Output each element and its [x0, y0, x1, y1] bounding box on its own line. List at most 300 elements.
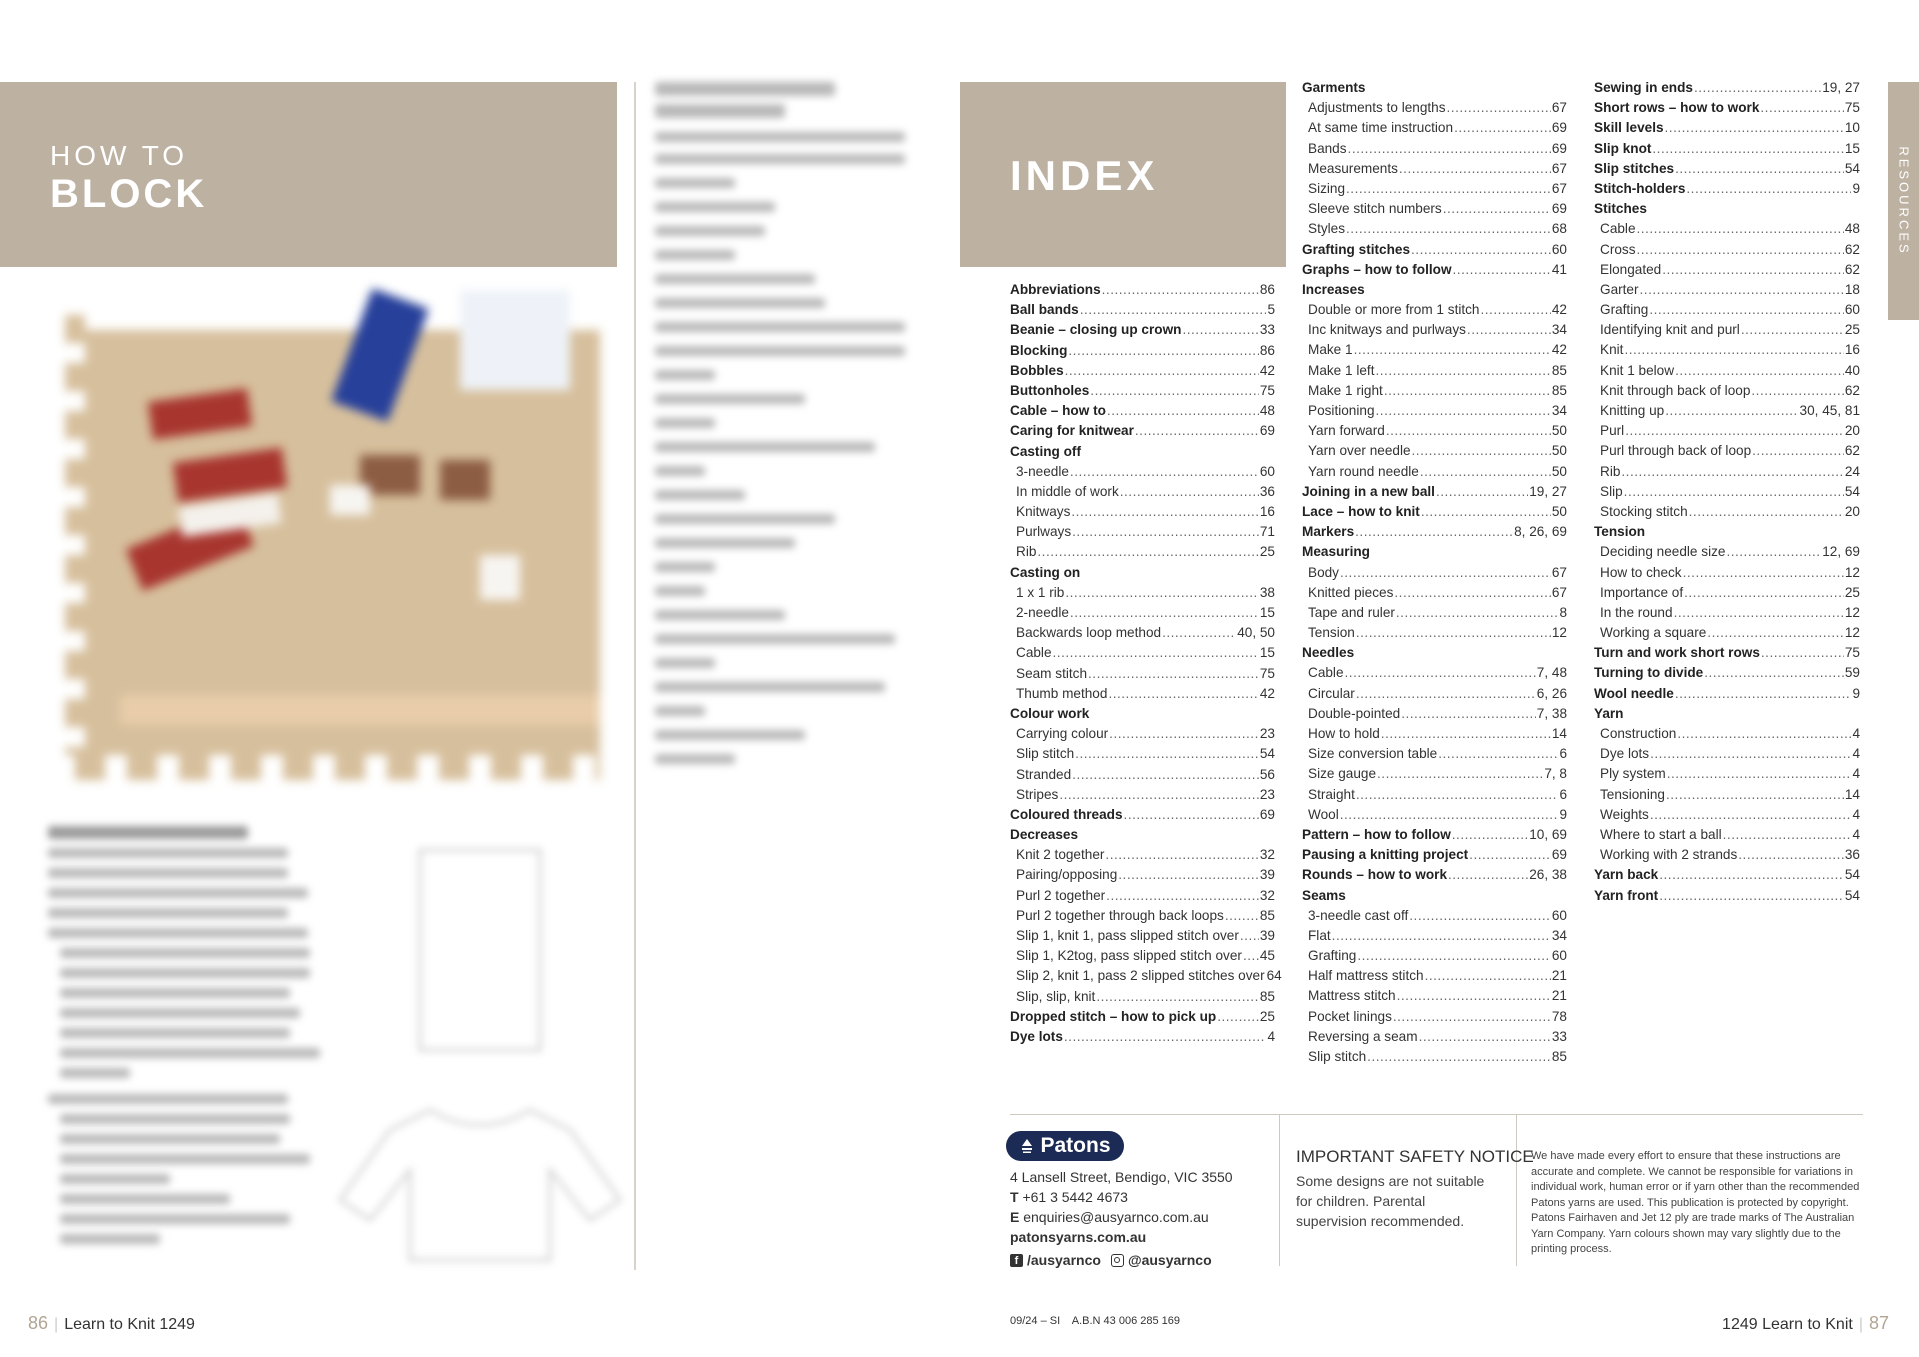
index-entry: [1010, 522, 1275, 542]
index-entry: [1010, 300, 1275, 320]
index-entry: [1594, 663, 1860, 683]
dot-leader: [1381, 724, 1551, 744]
index-term: Tensioning: [1600, 786, 1665, 802]
index-page-ref: 69: [1551, 847, 1567, 863]
index-entry: [1010, 704, 1275, 724]
index-entry: [1302, 886, 1567, 906]
index-entry: [1594, 300, 1860, 320]
index-page-ref: 21: [1551, 988, 1567, 1004]
index-entry: [1594, 199, 1860, 219]
index-page-ref: 12, 69: [1822, 544, 1860, 560]
index-entry: [1302, 462, 1567, 482]
dot-leader: [1425, 966, 1551, 986]
index-term: Lace – how to knit: [1302, 503, 1420, 519]
index-entry: [1302, 280, 1567, 300]
dot-leader: [1393, 1007, 1551, 1027]
index-entry: [1594, 78, 1860, 98]
index-page-ref: 86: [1259, 282, 1275, 297]
dot-leader: [1652, 139, 1843, 159]
index-term: Yarn back: [1594, 867, 1659, 883]
left-page-number: 86: [28, 1313, 49, 1333]
index-page-ref: 64: [1266, 968, 1282, 984]
index-entry: [1594, 441, 1860, 461]
index-page-ref: 40, 50: [1237, 625, 1275, 641]
index-page-ref: 36: [1259, 483, 1275, 499]
index-entry: [1010, 421, 1275, 441]
index-page-ref: 50: [1551, 423, 1567, 439]
index-term: Blocking: [1010, 342, 1068, 358]
index-page-ref: 16: [1844, 342, 1860, 358]
index-page-ref: 8: [1559, 604, 1567, 620]
index-entry: [1302, 643, 1567, 663]
index-page-ref: 60: [1259, 463, 1275, 479]
dot-leader: [1355, 522, 1513, 542]
index-entry: [1594, 583, 1860, 603]
index-entry: [1302, 340, 1567, 360]
dot-leader: [1667, 764, 1852, 784]
index-page-ref: 62: [1844, 382, 1860, 398]
index-entry: [1302, 986, 1567, 1006]
index-entry: [1302, 78, 1567, 98]
dot-leader: [1704, 663, 1844, 683]
index-entry: [1010, 442, 1275, 462]
email-link[interactable]: enquiries@ausyarnco.com.au: [1023, 1209, 1209, 1225]
index-entry: [1302, 764, 1567, 784]
index-page-ref: 42: [1551, 342, 1567, 358]
dot-leader: [1624, 482, 1844, 502]
index-entry: [1010, 684, 1275, 704]
dot-leader: [1399, 159, 1551, 179]
index-term: Carrying colour: [1016, 726, 1109, 742]
index-page-ref: 69: [1551, 201, 1567, 217]
index-page-ref: 4: [1852, 726, 1860, 741]
index-page-ref: 68: [1551, 221, 1567, 237]
index-entry: [1594, 704, 1860, 724]
index-page-ref: 15: [1844, 140, 1860, 156]
index-page-ref: 54: [1844, 867, 1860, 883]
index-term: In middle of work: [1016, 483, 1119, 499]
index-entry: [1594, 684, 1860, 704]
dot-leader: [1650, 805, 1852, 825]
index-entry: [1594, 744, 1860, 764]
index-term: 3-needle: [1016, 463, 1069, 479]
index-entry: [1594, 785, 1860, 805]
index-term: Slip 1, K2tog, pass slipped stitch over: [1016, 948, 1242, 964]
dot-leader: [1075, 744, 1259, 764]
right-page-footer: 1249 Learn to Knit | 87: [1722, 1313, 1889, 1333]
index-entry: [1302, 199, 1567, 219]
dot-leader: [1243, 946, 1259, 966]
index-page-ref: 54: [1259, 746, 1275, 762]
index-column-1: [1010, 280, 1282, 1047]
index-term: Measuring: [1302, 544, 1370, 560]
index-page-ref: 10: [1844, 120, 1860, 136]
print-code: 09/24 – SI A.B.N 43 006 285 169: [1010, 1315, 1181, 1327]
index-entry: [1010, 623, 1275, 643]
index-term: Purl through back of loop: [1600, 443, 1752, 459]
index-entry: [1594, 764, 1860, 784]
resources-tab-label: RESOURCES: [1896, 146, 1911, 256]
index-entry: [1302, 240, 1567, 260]
dot-leader: [1070, 462, 1259, 482]
index-page-ref: 23: [1259, 726, 1275, 742]
index-page-ref: 14: [1844, 786, 1860, 802]
index-term: Flat: [1308, 927, 1331, 943]
column-divider: [634, 82, 636, 1270]
index-term: How to hold: [1308, 726, 1380, 741]
index-term: Bobbles: [1010, 362, 1064, 378]
dot-leader: [1662, 260, 1844, 280]
phone-number: +61 3 5442 4673: [1022, 1189, 1128, 1205]
index-page-ref: 4: [1267, 1028, 1275, 1044]
dot-leader: [1217, 1007, 1259, 1027]
dot-leader: [1397, 986, 1551, 1006]
index-term: Elongated: [1600, 261, 1662, 277]
patons-logo: [1006, 1131, 1124, 1161]
index-term: Cable: [1016, 645, 1052, 661]
index-entry: [1010, 785, 1275, 805]
index-term: Skill levels: [1594, 120, 1664, 136]
index-page-ref: 67: [1551, 160, 1567, 176]
index-entry: [1302, 98, 1567, 118]
index-term: Slip 1, knit 1, pass slipped stitch over: [1016, 928, 1239, 943]
dot-leader: [1225, 906, 1259, 926]
dot-leader: [1752, 441, 1844, 461]
patons-logo-text: Patons: [1040, 1134, 1111, 1157]
index-entry: [1594, 320, 1860, 340]
index-title: INDEX: [1010, 152, 1159, 199]
index-term: Purl 2 together through back loops: [1016, 907, 1224, 923]
dot-leader: [1354, 340, 1551, 360]
index-term: Measurements: [1308, 160, 1398, 176]
index-page-ref: 6: [1559, 746, 1567, 762]
index-term: Inc knitways and purlways: [1308, 322, 1466, 338]
right-page-number: 87: [1868, 1313, 1889, 1333]
index-entry: [1010, 381, 1275, 401]
index-page-ref: 6: [1559, 786, 1567, 802]
index-page-ref: 25: [1844, 584, 1860, 600]
dot-leader: [1624, 340, 1843, 360]
dot-leader: [1420, 462, 1551, 482]
index-entry: [1302, 966, 1567, 986]
index-term: Positioning: [1308, 403, 1375, 418]
dot-leader: [1640, 280, 1844, 300]
index-term: Purl: [1600, 423, 1625, 439]
dot-leader: [1072, 765, 1259, 785]
index-entry: [1010, 946, 1275, 966]
index-entry: [1010, 482, 1275, 502]
index-entry: [1594, 502, 1860, 522]
index-entry: [1594, 361, 1860, 381]
index-entry: [1594, 563, 1860, 583]
index-term: Double or more from 1 stitch: [1308, 302, 1480, 318]
index-term: Half mattress stitch: [1308, 968, 1424, 984]
index-entry: [1010, 603, 1275, 623]
index-term: Cross: [1600, 241, 1636, 257]
index-term: Stocking stitch: [1600, 503, 1688, 519]
dot-leader: [1453, 260, 1551, 280]
dot-leader: [1761, 643, 1844, 663]
dot-leader: [1345, 663, 1536, 683]
index-page-ref: 9: [1852, 685, 1860, 701]
index-entry: [1302, 563, 1567, 583]
index-term: Make 1 right: [1308, 382, 1383, 398]
dot-leader: [1356, 623, 1551, 643]
index-entry: [1594, 240, 1860, 260]
index-page-ref: 69: [1551, 120, 1567, 136]
index-page-ref: 25: [1844, 322, 1860, 338]
index-entry: [1010, 987, 1275, 1007]
index-term: How to check: [1600, 564, 1682, 580]
index-term: Bands: [1308, 140, 1347, 156]
dot-leader: [1071, 502, 1258, 522]
index-term: Decreases: [1010, 827, 1079, 843]
index-page-ref: 42: [1259, 685, 1275, 701]
dot-leader: [1665, 118, 1844, 138]
index-term: Yarn round needle: [1308, 463, 1419, 479]
dot-leader: [1436, 482, 1528, 502]
index-term: Sewing in ends: [1594, 80, 1693, 95]
index-page-ref: 69: [1259, 806, 1275, 822]
dot-leader: [1348, 139, 1551, 159]
index-page-ref: 56: [1259, 766, 1275, 782]
index-page-ref: 67: [1551, 584, 1567, 600]
index-page-ref: 42: [1551, 302, 1567, 318]
index-entry: [1302, 381, 1567, 401]
index-entry: [1594, 845, 1860, 865]
index-term: Knit through back of loop: [1600, 382, 1751, 398]
index-page-ref: 85: [1551, 1049, 1567, 1064]
index-term: Slip, slip, knit: [1016, 988, 1096, 1004]
footer-divider: [1010, 1114, 1863, 1115]
dot-leader: [1675, 684, 1852, 704]
index-entry: [1302, 401, 1567, 421]
index-page-ref: 5: [1267, 302, 1275, 318]
index-term: Thumb method: [1016, 685, 1108, 701]
dot-leader: [1741, 320, 1844, 340]
index-entry: [1010, 886, 1275, 906]
index-banner: [960, 82, 1286, 267]
index-term: Make 1 left: [1308, 362, 1375, 378]
index-page-ref: 75: [1844, 100, 1860, 116]
index-page-ref: 39: [1259, 928, 1275, 943]
index-page-ref: 67: [1551, 100, 1567, 116]
dot-leader: [1182, 320, 1258, 340]
index-entry: [1302, 118, 1567, 138]
index-entry: [1594, 542, 1860, 562]
dot-leader: [1065, 583, 1259, 603]
dot-leader: [1162, 623, 1236, 643]
facebook-handle[interactable]: /ausyarnco: [1027, 1252, 1101, 1268]
how-to-block-banner: [0, 82, 617, 267]
index-page-ref: 14: [1551, 726, 1567, 741]
index-page-ref: 19, 27: [1822, 80, 1860, 95]
index-entry: [1594, 98, 1860, 118]
index-page-ref: 62: [1844, 261, 1860, 277]
index-term: Dye lots: [1010, 1028, 1063, 1044]
safety-notice-text: Some designs are not suitable for children. Parental supervision recommended.: [1296, 1173, 1485, 1229]
index-term: Yarn: [1594, 705, 1624, 721]
index-entry: [1302, 1007, 1567, 1027]
dot-leader: [1447, 98, 1551, 118]
index-term: Slip 2, knit 1, pass 2 slipped stitches over: [1016, 968, 1265, 984]
index-entry: [1302, 724, 1567, 744]
instagram-handle[interactable]: @ausyarnco: [1127, 1252, 1212, 1268]
index-term: Slip stitches: [1594, 160, 1675, 176]
index-page-ref: 7, 38: [1536, 705, 1567, 721]
index-page-ref: 18: [1844, 281, 1860, 297]
dot-leader: [1340, 563, 1551, 583]
index-term: Slip stitch: [1016, 746, 1075, 762]
index-term: Knit: [1600, 342, 1624, 358]
email-label: E: [1010, 1209, 1020, 1225]
index-term: Weights: [1600, 806, 1649, 822]
dot-leader: [1469, 845, 1551, 865]
index-term: Yarn forward: [1308, 423, 1385, 439]
dot-leader: [1443, 199, 1551, 219]
index-entry: [1302, 159, 1567, 179]
index-page-ref: 8, 26, 69: [1514, 524, 1567, 540]
index-page-ref: 24: [1844, 463, 1860, 479]
index-entry: [1302, 300, 1567, 320]
index-entry: [1302, 522, 1567, 542]
index-page-ref: 15: [1259, 605, 1275, 620]
dot-leader: [1454, 118, 1551, 138]
index-entry: [1594, 865, 1860, 885]
index-term: Knit 1 below: [1600, 362, 1675, 378]
index-page-ref: 20: [1844, 503, 1860, 519]
index-page-ref: 25: [1259, 1008, 1275, 1024]
dot-leader: [1080, 300, 1267, 320]
dot-leader: [1124, 805, 1259, 825]
index-term: Wool: [1308, 806, 1339, 822]
index-term: Garter: [1600, 281, 1639, 297]
index-term: Stranded: [1016, 766, 1072, 782]
index-entry: [1010, 865, 1275, 885]
index-page-ref: 42: [1259, 362, 1275, 378]
index-term: Rounds – how to work: [1302, 867, 1447, 883]
dot-leader: [1675, 159, 1844, 179]
index-entry: [1302, 441, 1567, 461]
dot-leader: [1621, 462, 1843, 482]
index-entry: [1010, 744, 1275, 764]
dot-leader: [1689, 502, 1844, 522]
index-page-ref: 7, 8: [1544, 766, 1567, 782]
dot-leader: [1401, 704, 1536, 724]
index-page-ref: 9: [1559, 806, 1567, 822]
dot-leader: [1037, 542, 1258, 562]
index-term: Beanie – closing up crown: [1010, 322, 1182, 338]
index-term: Circular: [1308, 685, 1355, 701]
dot-leader: [1340, 805, 1559, 825]
right-book-title: 1249 Learn to Knit: [1722, 1316, 1853, 1333]
index-term: 2-needle: [1016, 605, 1069, 620]
index-entry: [1010, 563, 1275, 583]
dot-leader: [1064, 1027, 1267, 1047]
index-term: Adjustments to lengths: [1308, 100, 1446, 116]
index-entry: [1594, 462, 1860, 482]
index-page-ref: 85: [1551, 382, 1567, 398]
dot-leader: [1088, 664, 1259, 684]
index-term: Grafting: [1600, 302, 1649, 318]
index-entry: [1010, 361, 1275, 381]
index-term: Ply system: [1600, 766, 1666, 782]
index-entry: [1010, 1027, 1275, 1047]
index-page-ref: 30, 45, 81: [1799, 403, 1860, 418]
index-term: Make 1: [1308, 342, 1353, 358]
dot-leader: [1467, 320, 1551, 340]
index-entry: [1010, 966, 1282, 986]
index-page-ref: 4: [1852, 826, 1860, 842]
index-page-ref: 41: [1551, 261, 1567, 277]
index-term: Casting off: [1010, 443, 1081, 459]
index-entry: [1010, 825, 1275, 845]
index-page-ref: 48: [1259, 403, 1275, 419]
index-term: Identifying knit and purl: [1600, 322, 1740, 338]
index-term: Purlways: [1016, 524, 1072, 540]
index-entry: [1594, 421, 1860, 441]
dot-leader: [1637, 240, 1844, 260]
dot-leader: [1659, 865, 1844, 885]
dot-leader: [1090, 381, 1259, 401]
dot-leader: [1107, 401, 1259, 421]
index-entry: [1594, 381, 1860, 401]
dot-leader: [1751, 381, 1843, 401]
index-term: Grafting: [1308, 948, 1357, 964]
footer-divider-vertical-2: [1516, 1114, 1517, 1266]
index-term: Pausing a knitting project: [1302, 847, 1469, 863]
dot-leader: [1118, 865, 1259, 885]
left-book-title: Learn to Knit 1249: [64, 1316, 195, 1333]
index-page-ref: 34: [1551, 927, 1567, 943]
website-link[interactable]: patonsyarns.com.au: [1010, 1229, 1147, 1245]
index-term: Seam stitch: [1016, 665, 1088, 681]
dot-leader: [1135, 421, 1259, 441]
garment-diagram: [330, 840, 630, 1270]
index-page-ref: 60: [1551, 948, 1567, 964]
dot-leader: [1059, 785, 1259, 805]
index-entry: [1594, 179, 1860, 199]
index-page-ref: 50: [1551, 443, 1567, 459]
dot-leader: [1106, 886, 1259, 906]
index-entry: [1594, 219, 1860, 239]
index-term: Knitways: [1016, 504, 1071, 520]
index-entry: [1594, 623, 1860, 643]
index-entry: [1302, 684, 1567, 704]
dot-leader: [1438, 744, 1558, 764]
index-term: Knitted pieces: [1308, 584, 1394, 600]
index-page-ref: 33: [1259, 322, 1275, 338]
index-entry: [1594, 643, 1860, 663]
index-entry: [1010, 805, 1275, 825]
facebook-icon[interactable]: f: [1010, 1254, 1023, 1267]
footer-divider-vertical-1: [1279, 1114, 1280, 1266]
index-entry: [1010, 542, 1275, 562]
index-term: Joining in a new ball: [1302, 483, 1435, 499]
instagram-icon[interactable]: [1111, 1254, 1124, 1267]
index-page-ref: 16: [1259, 504, 1275, 520]
index-entry: [1594, 886, 1860, 906]
index-page-ref: 7, 48: [1536, 665, 1567, 681]
index-term: 1 x 1 rib: [1016, 584, 1065, 600]
index-entry: [1302, 785, 1567, 805]
index-entry: [1302, 946, 1567, 966]
index-entry: [1594, 139, 1860, 159]
index-term: Cable: [1600, 221, 1636, 237]
index-entry: [1594, 159, 1860, 179]
index-term: Yarn front: [1594, 887, 1659, 903]
index-page-ref: 78: [1551, 1008, 1567, 1024]
